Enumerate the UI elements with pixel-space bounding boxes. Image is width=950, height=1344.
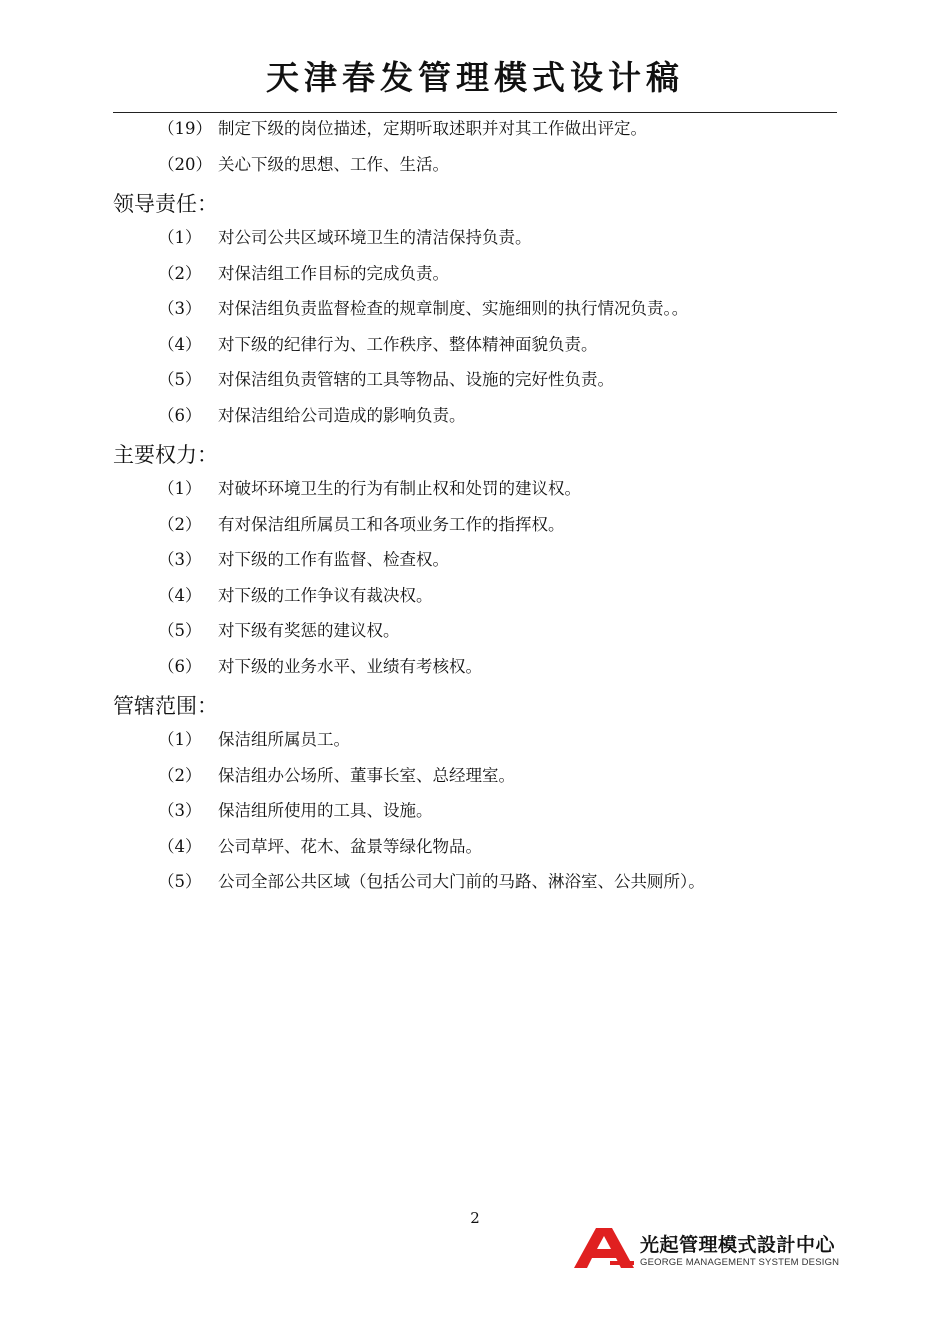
list-item bbox=[0, 725, 950, 761]
list-item bbox=[0, 474, 950, 510]
list-item bbox=[0, 545, 950, 581]
item-number: （3） bbox=[158, 550, 202, 569]
item-text: 对保洁组负责监督检查的规章制度、实施细则的执行情况负责。。 bbox=[218, 299, 689, 318]
item-number: （2） bbox=[158, 263, 202, 283]
section-heading-main-authority: 主要权力： bbox=[113, 443, 218, 467]
section-heading-jurisdiction: 管辖范围： bbox=[113, 694, 218, 718]
item-number: （4） bbox=[158, 836, 202, 856]
header-divider bbox=[113, 112, 837, 113]
item-text: 对保洁组给公司造成的影响负责。 bbox=[218, 405, 466, 425]
item-number: （2） bbox=[158, 765, 202, 785]
list-item bbox=[0, 796, 950, 832]
list-item bbox=[0, 401, 950, 437]
item-text: 制定下级的岗位描述，定期听取述职并对其工作做出评定。 bbox=[218, 119, 647, 138]
list-item bbox=[0, 150, 950, 186]
item-number: （2） bbox=[158, 514, 202, 534]
item-number: （5） bbox=[158, 621, 202, 640]
item-text: 关心下级的思想、工作、生活。 bbox=[218, 154, 449, 174]
red-letter-a-logo-icon bbox=[574, 1228, 636, 1268]
list-item bbox=[0, 581, 950, 617]
item-text: 对保洁组负责管辖的工具等物品、设施的完好性负责。 bbox=[218, 370, 614, 389]
item-number: （1） bbox=[158, 479, 202, 498]
item-number: （20） bbox=[158, 154, 212, 174]
logo-name-english: GEORGE MANAGEMENT SYSTEM DESIGN bbox=[640, 1257, 840, 1268]
item-text: 对下级的纪律行为、工作秩序、整体精神面貌负责。 bbox=[218, 334, 598, 354]
item-text: 保洁组所使用的工具、设施。 bbox=[218, 801, 433, 820]
item-number: （6） bbox=[158, 656, 202, 676]
item-text: 保洁组办公场所、董事长室、总经理室。 bbox=[218, 765, 515, 785]
document-body bbox=[0, 114, 950, 903]
item-number: （6） bbox=[158, 405, 202, 425]
logo-name-chinese: 光起管理模式設計中心 bbox=[640, 1234, 836, 1256]
item-number: （1） bbox=[158, 228, 202, 247]
list-item bbox=[0, 259, 950, 295]
section-heading-leadership-responsibility: 领导责任： bbox=[113, 192, 218, 216]
list-item bbox=[0, 616, 950, 652]
item-text: 对下级的工作争议有裁决权。 bbox=[218, 585, 433, 605]
list-item bbox=[0, 294, 950, 330]
item-text: 对公司公共区域环境卫生的清洁保持负责。 bbox=[218, 228, 532, 247]
item-text: 公司全部公共区域（包括公司大门前的马路、淋浴室、公共厕所）。 bbox=[218, 872, 705, 891]
list-item bbox=[0, 761, 950, 797]
list-item bbox=[0, 330, 950, 366]
list-item bbox=[0, 223, 950, 259]
item-text: 对下级的业务水平、业绩有考核权。 bbox=[218, 656, 482, 676]
list-item bbox=[0, 867, 950, 903]
item-number: （4） bbox=[158, 585, 202, 605]
item-number: （3） bbox=[158, 299, 202, 318]
list-item bbox=[0, 365, 950, 401]
item-text: 对保洁组工作目标的完成负责。 bbox=[218, 263, 449, 283]
item-number: （3） bbox=[158, 801, 202, 820]
item-text: 有对保洁组所属员工和各项业务工作的指挥权。 bbox=[218, 514, 565, 534]
item-text: 对下级的工作有监督、检查权。 bbox=[218, 550, 449, 569]
item-number: （19） bbox=[158, 119, 212, 138]
company-logo bbox=[574, 1228, 844, 1272]
list-item bbox=[0, 114, 950, 150]
list-item bbox=[0, 652, 950, 688]
list-item bbox=[0, 832, 950, 868]
item-number: （5） bbox=[158, 370, 202, 389]
page-title: 天津春发管理模式设计稿 bbox=[266, 58, 684, 97]
page-number: 2 bbox=[470, 1209, 480, 1227]
item-number: （1） bbox=[158, 730, 202, 749]
item-number: （5） bbox=[158, 872, 202, 891]
list-item bbox=[0, 510, 950, 546]
item-text: 对破坏环境卫生的行为有制止权和处罚的建议权。 bbox=[218, 479, 581, 498]
item-number: （4） bbox=[158, 334, 202, 354]
item-text: 公司草坪、花木、盆景等绿化物品。 bbox=[218, 836, 482, 856]
item-text: 保洁组所属员工。 bbox=[218, 730, 350, 749]
item-text: 对下级有奖惩的建议权。 bbox=[218, 621, 400, 640]
